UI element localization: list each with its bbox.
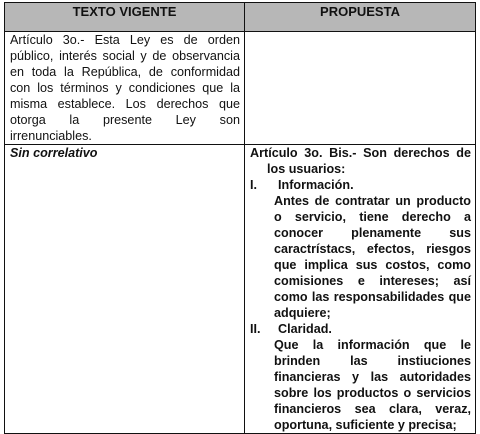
list-item	[250, 177, 471, 193]
proposal-cell-empty	[245, 32, 476, 145]
item-label: Claridad.	[278, 322, 332, 336]
current-text-cell	[5, 145, 245, 434]
no-correlative-text: Sin correlativo	[10, 146, 98, 160]
header-proposal: PROPUESTA	[245, 3, 476, 32]
article-title: Artículo 3o. Bis.- Son derechos de los usuarios:	[250, 146, 471, 176]
document-page	[4, 2, 475, 432]
item-body: Que la información que le brinden las instiuciones financieras y las autoridades sobre los productos o servicios financieros sea clara, veraz, oportuna, suficiente y precisa;	[274, 338, 471, 432]
current-article-text: Artículo 3o.- Esta Ley es de orden público, interés social y de observancia en toda la República, de conformidad con los términos y condiciones que la misma establece. Los derechos que otorga la presente Ley son irrenunciables.	[10, 33, 240, 143]
item-label: Información.	[278, 178, 354, 192]
table-row	[5, 32, 476, 145]
item-number: I.	[250, 178, 257, 192]
comparison-table	[4, 2, 476, 434]
item-number: II.	[250, 322, 261, 336]
proposal-text	[250, 145, 471, 433]
table-row	[5, 145, 476, 434]
header-current-text: TEXTO VIGENTE	[5, 3, 245, 32]
list-item	[250, 321, 471, 337]
header-row	[5, 3, 476, 32]
proposal-cell	[245, 145, 476, 434]
current-text-cell	[5, 32, 245, 145]
item-body: Antes de contratar un producto o servicio, tiene derecho a conocer plenamente sus caractrístacs, efectos, riesgos que implica sus costos, como comisiones e intereses; así como las responsabilidades que adquiere;	[274, 194, 471, 320]
